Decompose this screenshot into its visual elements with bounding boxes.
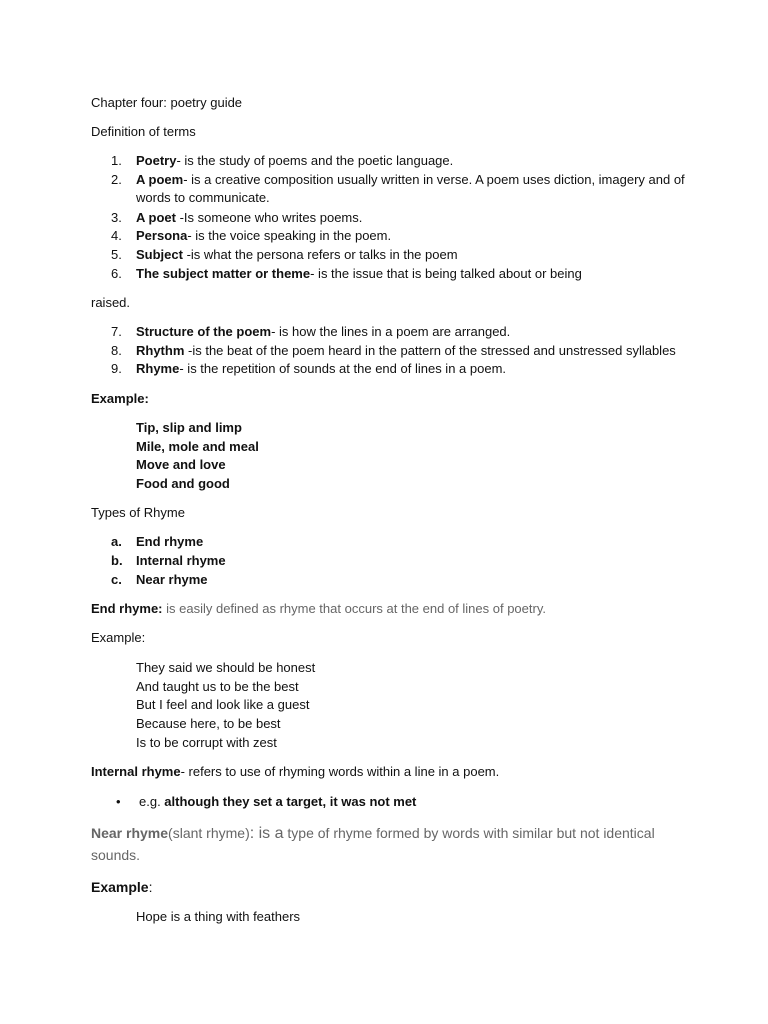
definition-continuation: words to communicate.	[136, 190, 270, 205]
near-rhyme-term: Near rhyme	[91, 825, 169, 841]
list-number: 2.	[111, 172, 122, 187]
definition-text: - is the study of poems and the poetic language.	[176, 153, 454, 168]
raised-text: raised.	[91, 295, 131, 310]
definition-item	[136, 247, 458, 263]
internal-rhyme-definition	[91, 764, 499, 780]
rhyme-type: Near rhyme	[136, 572, 208, 587]
example-label: Example:	[91, 630, 146, 645]
list-number: 6.	[111, 266, 122, 281]
page-title: Chapter four: poetry guide	[91, 95, 243, 110]
definition-item	[136, 343, 676, 359]
definition-term: Rhythm	[136, 343, 185, 358]
definition-text: - is the issue that is being talked about or being	[310, 266, 582, 281]
rhyme-type: Internal rhyme	[136, 553, 226, 568]
list-number: 1.	[111, 153, 122, 168]
list-number: 7.	[111, 324, 122, 339]
list-number: 5.	[111, 247, 122, 262]
list-number: 3.	[111, 210, 122, 225]
definition-text: - is the voice speaking in the poem.	[187, 228, 392, 243]
poem-line: Because here, to be best	[136, 716, 281, 731]
definition-text: -is what the persona refers or talks in the poem	[182, 247, 458, 262]
list-letter: b.	[111, 553, 123, 568]
definition-item	[136, 210, 362, 226]
definition-item	[136, 153, 453, 169]
example-word-line: Food and good	[136, 476, 230, 491]
definition-term: Subject	[136, 247, 183, 262]
definition-item	[136, 324, 510, 340]
poem-line: But I feel and look like a guest	[136, 697, 310, 712]
internal-rhyme-example	[139, 794, 416, 810]
definition-item	[136, 361, 506, 377]
bullet-icon: •	[116, 794, 121, 809]
example-label-text: Example	[91, 879, 149, 895]
end-rhyme-term: End rhyme:	[91, 601, 163, 616]
example-word-line: Mile, mole and meal	[136, 439, 259, 454]
definition-text: -is the beat of the poem heard in the pattern of the stressed and unstressed syllables	[184, 343, 676, 358]
definitions-heading: Definition of terms	[91, 124, 196, 139]
definition-term: The subject matter or theme	[136, 266, 311, 281]
definition-term: Poetry	[136, 153, 177, 168]
example-label	[91, 879, 152, 895]
list-number: 8.	[111, 343, 122, 358]
list-letter: a.	[111, 534, 122, 549]
list-number: 9.	[111, 361, 122, 376]
definition-term: Rhyme	[136, 361, 180, 376]
internal-rhyme-term: Internal rhyme	[91, 764, 181, 779]
near-rhyme-definition	[91, 825, 655, 842]
poem-line: Is to be corrupt with zest	[136, 735, 277, 750]
list-number: 4.	[111, 228, 122, 243]
near-rhyme-text: type of rhyme formed by words with similar but not identical	[283, 825, 655, 841]
definition-term: Structure of the poem	[136, 324, 272, 339]
end-rhyme-text: is easily defined as rhyme that occurs at the end of lines of poetry.	[162, 601, 546, 616]
end-rhyme-definition	[91, 601, 546, 617]
example-colon: :	[148, 879, 153, 895]
definition-text: - is the repetition of sounds at the end of lines in a poem.	[179, 361, 507, 376]
list-letter: c.	[111, 572, 122, 587]
example-sentence: although they set a target, it was not met	[164, 794, 417, 809]
near-rhyme-paren: (slant rhyme)	[168, 825, 250, 841]
near-rhyme-continuation: sounds.	[91, 847, 141, 863]
eg-prefix: e.g.	[139, 794, 165, 809]
internal-rhyme-text: - refers to use of rhyming words within a line in a poem.	[180, 764, 500, 779]
definition-item	[136, 172, 685, 188]
poem-line: And taught us to be the best	[136, 679, 299, 694]
definition-text: - is how the lines in a poem are arranged.	[271, 324, 511, 339]
example-word-line: Move and love	[136, 457, 226, 472]
near-rhyme-isa: : is a	[249, 825, 284, 842]
poem-line: They said we should be honest	[136, 660, 316, 675]
definition-item	[136, 228, 391, 244]
definition-term: Persona	[136, 228, 188, 243]
definition-term: A poem	[136, 172, 184, 187]
definition-item	[136, 266, 582, 282]
example-word-line: Tip, slip and limp	[136, 420, 242, 435]
definition-term: A poet	[136, 210, 176, 225]
example-label: Example:	[91, 391, 149, 406]
final-example-line: Hope is a thing with feathers	[136, 909, 301, 924]
definition-text: - is a creative composition usually written in verse. A poem uses diction, imagery and of	[183, 172, 685, 187]
rhyme-type: End rhyme	[136, 534, 204, 549]
types-heading: Types of Rhyme	[91, 505, 185, 520]
definition-text: -Is someone who writes poems.	[175, 210, 363, 225]
